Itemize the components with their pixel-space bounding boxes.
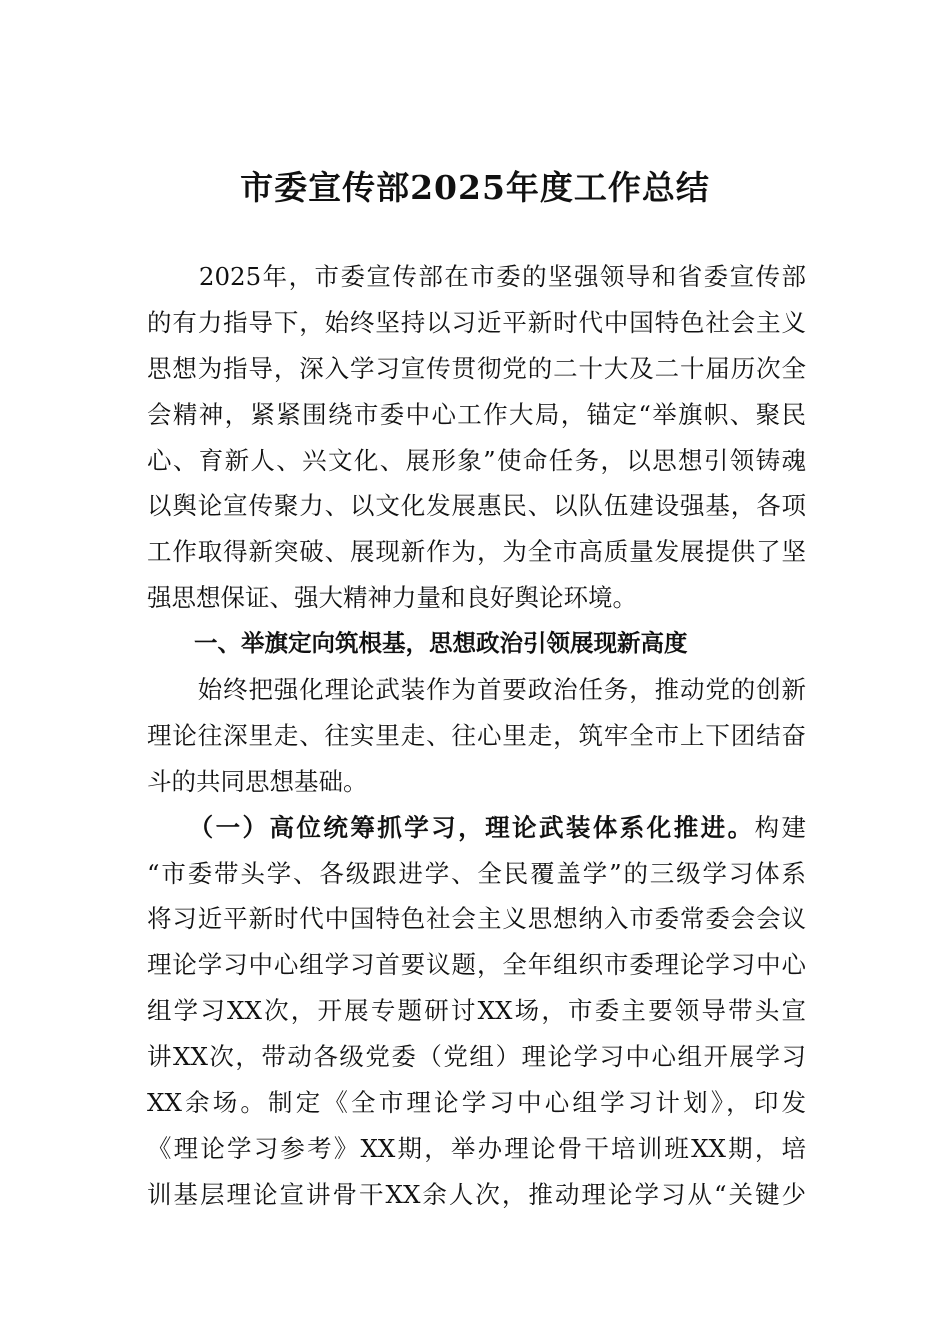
text-line: 强思想保证、强大精神力量和良好舆论环境。 xyxy=(147,583,637,613)
document-title: 市委宣传部2025年度工作总结 xyxy=(240,168,710,207)
text-line: 心、育新人、兴文化、展形象”使命任务，以思想引领铸魂 xyxy=(147,445,806,475)
intro-paragraph xyxy=(147,254,806,621)
text-line: 2025年，市委宣传部在市委的坚强领导和省委宣传部 xyxy=(147,262,806,291)
text-line: 以舆论宣传聚力、以文化发展惠民、以队伍建设强基，各项 xyxy=(147,491,806,521)
section-paragraph xyxy=(147,667,806,805)
text-line: 思想为指导，深入学习宣传贯彻党的二十大及二十届历次全 xyxy=(147,353,806,383)
subsection-lead: （一）高位统筹抓学习，理论武装体系化推进。 xyxy=(147,812,755,842)
text-span: 构建 xyxy=(754,812,807,842)
text-line: 始终把强化理论武装作为首要政治任务，推动党的创新 xyxy=(147,675,806,705)
text-line: 理论往深里走、往实里走、往心里走，筑牢全市上下团结奋 xyxy=(147,720,806,750)
document-body xyxy=(147,254,806,1218)
text-line xyxy=(147,805,806,851)
section-heading: 一、举旗定向筑根基，思想政治引领展现新高度 xyxy=(147,629,688,658)
text-line: 工作取得新突破、展现新作为，为全市高质量发展提供了坚 xyxy=(147,537,806,567)
text-line: 讲XX次，带动各级党委（党组）理论学习中心组开展学习 xyxy=(147,1042,806,1072)
text-line: 的有力指导下，始终坚持以习近平新时代中国特色社会主义 xyxy=(147,307,806,337)
text-line: 会精神，紧紧围绕市委中心工作大局，锚定“举旗帜、聚民 xyxy=(147,399,806,429)
subsection-paragraph xyxy=(147,805,806,1218)
text-line: “市委带头学、各级跟进学、全民覆盖学”的三级学习体系 xyxy=(147,858,806,888)
text-line: 《理论学习参考》XX期，举办理论骨干培训班XX期，培 xyxy=(147,1133,806,1163)
text-line: XX余场。制定《全市理论学习中心组学习计划》，印发 xyxy=(147,1088,806,1118)
text-line: 理论学习中心组学习首要议题，全年组织市委理论学习中心 xyxy=(147,950,806,980)
text-line: 将习近平新时代中国特色社会主义思想纳入市委常委会会议 xyxy=(147,904,806,934)
text-line: 训基层理论宣讲骨干XX余人次，推动理论学习从“关键少 xyxy=(147,1179,806,1209)
text-line: 斗的共同思想基础。 xyxy=(147,766,368,796)
text-line: 组学习XX次，开展专题研讨XX场，市委主要领导带头宣 xyxy=(147,996,806,1026)
